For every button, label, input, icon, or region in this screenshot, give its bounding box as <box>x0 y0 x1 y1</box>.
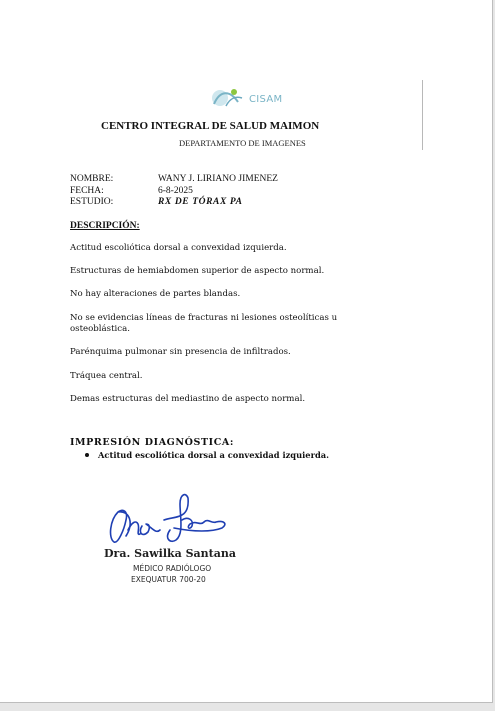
logo-text: CISAM <box>249 93 283 105</box>
study-row <box>70 197 278 209</box>
name-label: NOMBRE: <box>70 174 114 184</box>
finding-paragraph: Demas estructuras del mediastino de aspecto normal. <box>70 393 306 404</box>
doctor-exequatur: EXEQUATUR 700-20 <box>131 575 206 584</box>
impression-text: Actitud escoliótica dorsal a convexidad izquierda. <box>98 450 330 460</box>
center-title: CENTRO INTEGRAL DE SALUD MAIMON <box>101 120 320 132</box>
logo-mark-icon <box>210 84 246 110</box>
impression-heading: IMPRESIÓN DIAGNÓSTICA: <box>70 437 234 448</box>
finding-paragraph: No se evidencias líneas de fracturas ni lesiones osteolíticas u osteoblástica. <box>70 312 338 335</box>
date-value: 6-8-2025 <box>158 185 193 196</box>
findings-list <box>70 243 370 405</box>
bullet-icon <box>85 453 89 457</box>
department-name: DEPARTAMENTO DE IMAGENES <box>179 138 306 148</box>
patient-info <box>70 174 278 209</box>
margin-guide <box>422 80 423 150</box>
patient-name-row <box>70 174 278 186</box>
description-heading: DESCRIPCIÓN: <box>70 221 140 231</box>
date-row <box>70 186 278 198</box>
handwritten-signature <box>104 490 236 550</box>
doctor-title: MÉDICO RADIÓLOGO <box>133 564 212 573</box>
date-label: FECHA: <box>70 185 104 196</box>
study-value: RX DE TÓRAX PA <box>158 197 243 207</box>
name-value: WANY J. LIRIANO JIMENEZ <box>158 174 278 184</box>
finding-paragraph: Parénquima pulmonar sin presencia de infiltrados. <box>70 347 291 358</box>
study-label: ESTUDIO: <box>70 197 114 207</box>
finding-paragraph: Tráquea central. <box>70 370 143 381</box>
cisam-logo <box>210 84 282 110</box>
finding-paragraph: Actitud escoliótica dorsal a convexidad izquierda. <box>70 243 287 253</box>
finding-paragraph: No hay alteraciones de partes blandas. <box>70 289 241 300</box>
impression-item <box>85 450 329 460</box>
finding-paragraph: Estructuras de hemiabdomen superior de aspecto normal. <box>70 266 325 277</box>
doctor-name: Dra. Sawilka Santana <box>104 547 236 560</box>
